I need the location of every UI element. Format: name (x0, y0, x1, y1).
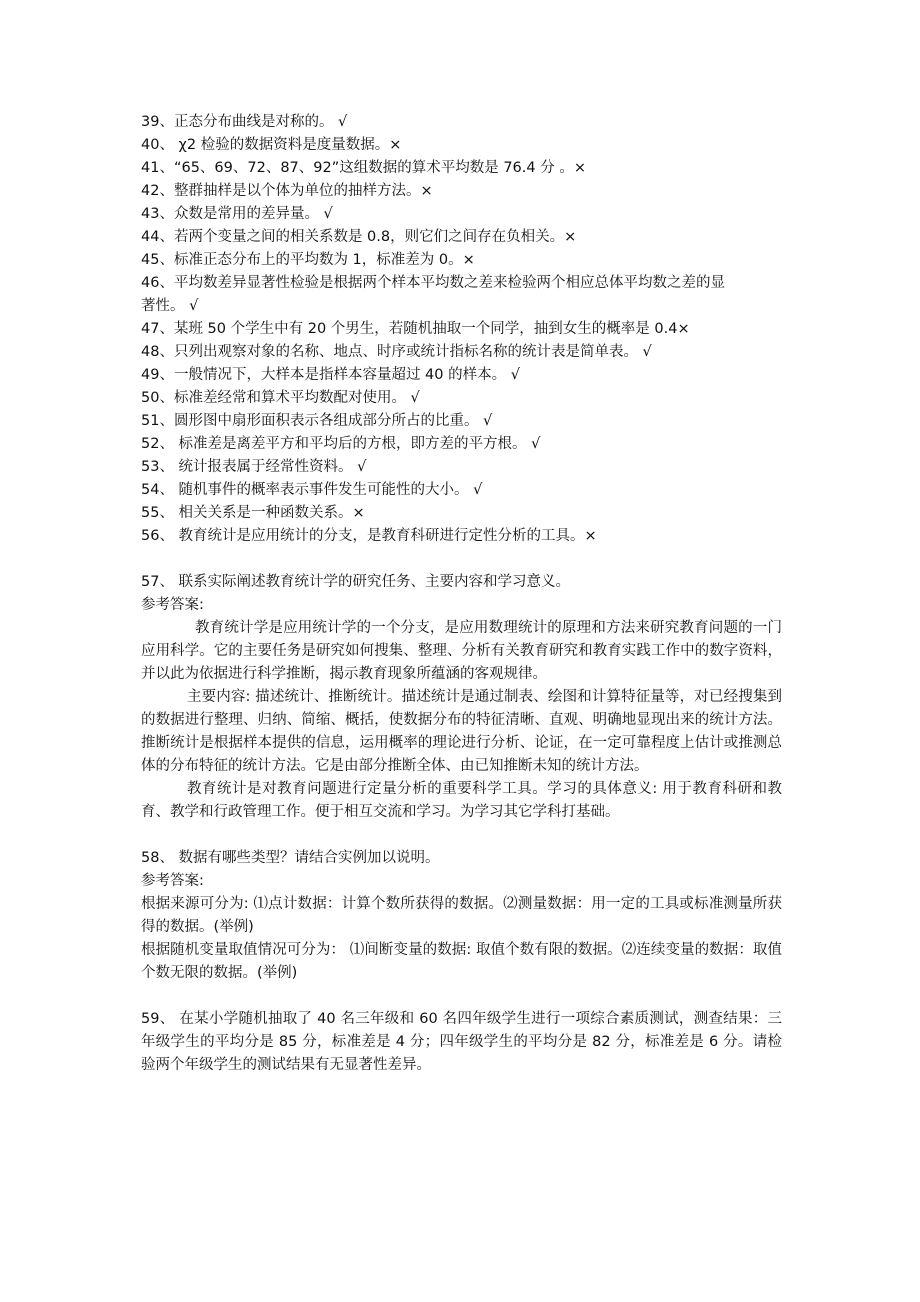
question-55: 55、 相关关系是一种函数关系。× (141, 505, 365, 521)
question-59: 59、 在某小学随机抽取了 40 名三年级和 60 名四年级学生进行一项综合素质测试，测查结果：三年级学生的平均分是 85 分，标准差是 4 分；四年级学生的平均分是 82 分，标准差是 6 分。请检验两个年级学生的测试结果有无显著性差异。 (141, 1011, 782, 1073)
question-53: 53、 统计报表属于经常性资料。 √ (141, 459, 367, 475)
question-48: 48、只列出观察对象的名称、地点、时序或统计指标名称的统计表是简单表。 √ (141, 344, 652, 360)
question-54: 54、 随机事件的概率表示事件发生可能性的大小。 √ (141, 482, 483, 498)
question-44: 44、若两个变量之间的相关系数是 0.8，则它们之间存在负相关。× (141, 229, 577, 245)
answer-57-paragraph-2: 主要内容: 描述统计、推断统计。描述统计是通过制表、绘图和计算特征量等，对已经搜集到的数据进行整理、归纳、简缩、概括，使数据分布的特征清晰、直观、明确地显现出来的统计方法。推断统计是根据样本提供的信息，运用概率的理论进行分析、论证，在一定可靠程度上估计或推测总体的分布特征的统计方法。它是由部分推断全体、由已知推断未知的统计方法。 (141, 689, 782, 774)
answer-58-paragraph-1: 根据来源可分为: ⑴点计数据：计算个数所获得的数据。⑵测量数据：用一定的工具或标准测量所获得的数据。(举例) (141, 896, 782, 935)
answer-label-57: 参考答案: (141, 597, 204, 613)
question-47: 47、某班 50 个学生中有 20 个男生，若随机抽取一个同学，抽到女生的概率是 0.4× (141, 321, 690, 337)
question-52: 52、 标准差是离差平方和平均后的方根，即方差的平方根。 √ (141, 436, 541, 452)
answer-label-58: 参考答案: (141, 873, 204, 889)
answer-57-paragraph-3: 教育统计是对教育问题进行定量分析的重要科学工具。学习的具体意义: 用于教育科研和教育、教学和行政管理工作。便于相互交流和学习。为学习其它学科打基础。 (141, 781, 782, 820)
question-46-line-1: 46、平均数差异显著性检验是根据两个样本平均数之差来检验两个相应总体平均数之差的显 (141, 275, 725, 291)
question-49: 49、一般情况下，大样本是指样本容量超过 40 的样本。 √ (141, 367, 520, 383)
spacer (141, 824, 782, 847)
question-50: 50、标准差经常和算术平均数配对使用。 √ (141, 390, 420, 406)
question-57: 57、 联系实际阐述教育统计学的研究任务、主要内容和学习意义。 (141, 574, 571, 590)
question-46-line-2: 著性。 √ (141, 298, 199, 314)
question-39: 39、正态分布曲线是对称的。 √ (141, 114, 348, 130)
question-56: 56、 教育统计是应用统计的分支，是教育科研进行定性分析的工具。× (141, 528, 597, 544)
question-42: 42、整群抽样是以个体为单位的抽样方法。× (141, 183, 433, 199)
question-58: 58、 数据有哪些类型？请结合实例加以说明。 (141, 850, 440, 866)
question-40: 40、 χ2 检验的数据资料是度量数据。× (141, 137, 402, 153)
question-45: 45、标准正态分布上的平均数为 1，标准差为 0。× (141, 252, 475, 268)
spacer (141, 985, 782, 1008)
answer-58-paragraph-2: 根据随机变量取值情况可分为： ⑴间断变量的数据: 取值个数有限的数据。⑵连续变量的数据：取值个数无限的数据。(举例) (141, 942, 782, 981)
question-51: 51、圆形图中扇形面积表示各组成部分所占的比重。 √ (141, 413, 493, 429)
question-43: 43、众数是常用的差异量。 √ (141, 206, 333, 222)
spacer (141, 548, 782, 571)
document-body (141, 111, 782, 1077)
question-41: 41、“65、69、72、87、92”这组数据的算术平均数是 76.4 分 。× (141, 160, 586, 176)
answer-57-paragraph-1: 教育统计学是应用统计学的一个分支，是应用数理统计的原理和方法来研究教育问题的一门应用科学。它的主要任务是研究如何搜集、整理、分析有关教育研究和教育实践工作中的数字资料，并以此为依据进行科学推断，揭示教育现象所蕴涵的客观规律。 (141, 620, 782, 682)
